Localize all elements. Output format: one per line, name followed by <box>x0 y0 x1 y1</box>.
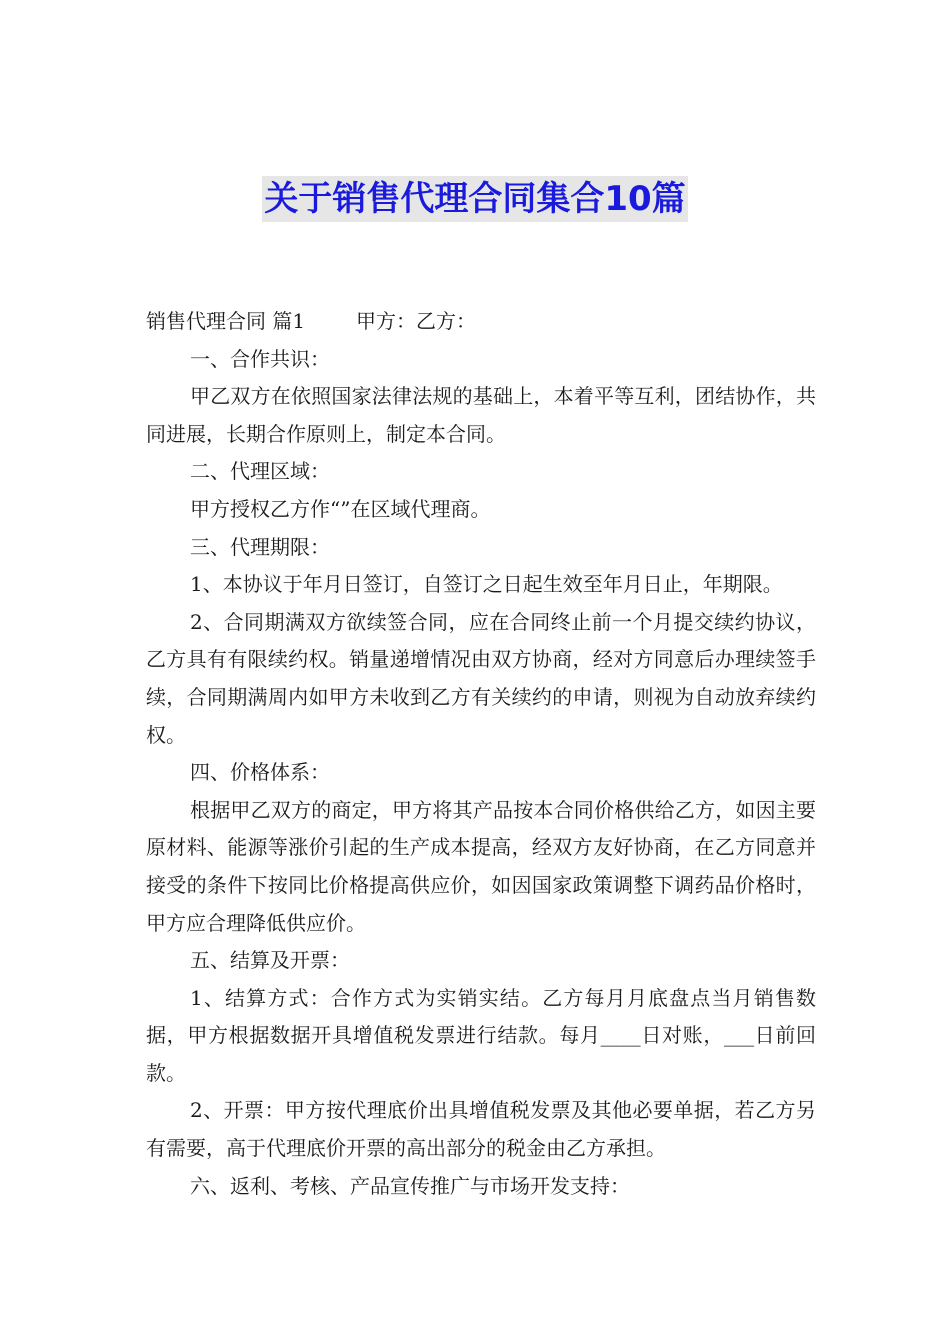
paragraph-section-4-text: 根据甲乙双方的商定，甲方将其产品按本合同价格供给乙方，如因主要原材料、能源等涨价引起的生产成本提高，经双方友好协商，在乙方同意并接受的条件下按同比价格提高供应价，如因国家政策调整下调药品价格时，甲方应合理降低供应价。 <box>146 797 816 935</box>
paragraph-heading-line: 销售代理合同 篇1 甲方：乙方： <box>146 309 476 333</box>
paragraph-section-1-text: 甲乙双方在依照国家法律法规的基础上，本着平等互利，团结协作，共同进展，长期合作原则上，制定本合同。 <box>146 384 816 446</box>
paragraph-section-5-item-1: 1、结算方式：合作方式为实销实结。乙方每月月底盘点当月销售数据，甲方根据数据开具增值税发票进行结款。每月____日对账，___日前回款。 <box>146 985 816 1085</box>
paragraph-section-5-heading: 五、结算及开票： <box>190 948 350 973</box>
paragraph-section-6-heading: 六、返利、考核、产品宣传推广与市场开发支持： <box>190 1173 630 1198</box>
paragraph-section-3-item-1: 1、本协议于年月日签订，自签订之日起生效至年月日止，年期限。 <box>190 572 783 597</box>
paragraph-section-1-heading: 一、合作共识： <box>190 346 330 371</box>
paragraph-section-4-heading: 四、价格体系： <box>190 760 330 785</box>
paragraph-section-3-item-2: 2、合同期满双方欲续签合同，应在合同终止前一个月提交续约协议，乙方具有有限续约权。销量递增情况由双方协商，经对方同意后办理续签手续，合同期满周内如甲方未收到乙方有关续约的申请，则视为自动放弃续约权。 <box>146 609 816 747</box>
paragraph-section-2-heading: 二、代理区域： <box>190 459 330 484</box>
paragraph-section-3-heading: 三、代理期限： <box>190 534 330 559</box>
document-title: 关于销售代理合同集合10篇 <box>262 176 687 222</box>
title-container <box>0 176 950 222</box>
paragraph-section-2-text: 甲方授权乙方作“”在区域代理商。 <box>190 496 491 521</box>
document-body <box>146 303 816 1205</box>
paragraph-section-5-item-2: 2、开票：甲方按代理底价出具增值税发票及其他必要单据，若乙方另有需要，高于代理底价开票的高出部分的税金由乙方承担。 <box>146 1098 816 1161</box>
